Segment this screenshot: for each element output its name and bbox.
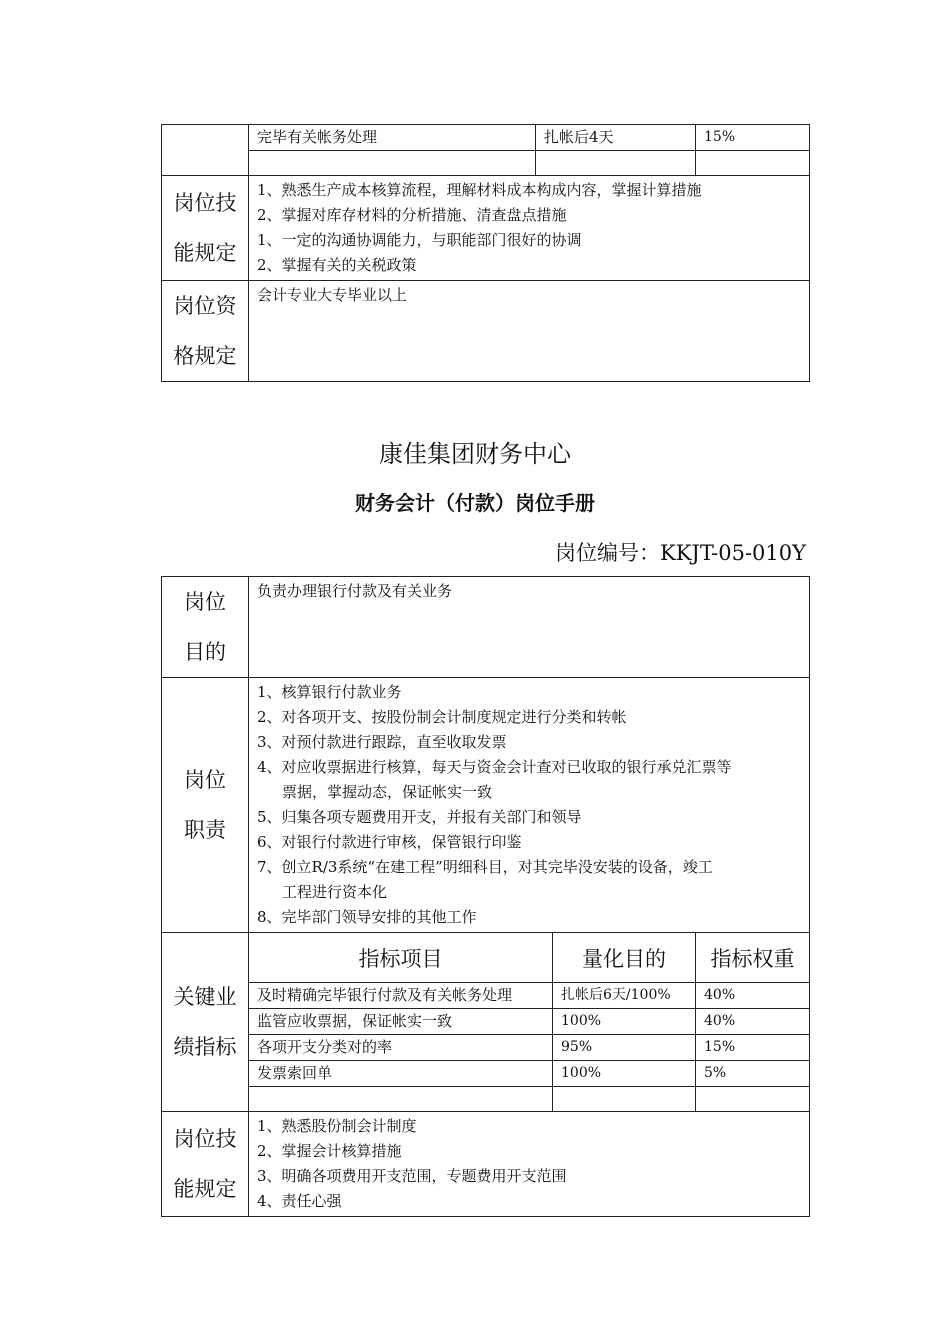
skill-content xyxy=(249,1112,810,1217)
skill-label-line1: 岗位技 xyxy=(173,1127,237,1151)
skill-line: 1、一定的沟通协调能力，与职能部门很好的协调 xyxy=(257,231,582,249)
skill-line: 2、掌握有关的关税政策 xyxy=(257,256,417,274)
kpi-item: 及时精确完毕银行付款及有关帐务处理 xyxy=(249,983,553,1009)
kpi-header-weight: 指标权重 xyxy=(696,933,810,983)
duty-line: 4、对应收票据进行核算，每天与资金会计查对已收取的银行承兑汇票等 xyxy=(257,758,732,776)
duty-label-line2: 职责 xyxy=(184,818,226,842)
skill-line: 4、责任心强 xyxy=(257,1192,342,1210)
qualification-label-line2: 格规定 xyxy=(173,344,237,368)
kpi-row xyxy=(162,983,810,1009)
kpi-target: 扎帐后4天 xyxy=(536,125,696,151)
empty-cell xyxy=(536,151,696,176)
skill-line: 1、熟悉股份制会计制度 xyxy=(257,1117,417,1135)
kpi-target: 100% xyxy=(553,1009,696,1035)
kpi-label-cell xyxy=(162,125,249,176)
kpi-row xyxy=(162,1009,810,1035)
duty-line: 6、对银行付款进行审核，保管银行印鉴 xyxy=(257,833,522,851)
purpose-content: 负责办理银行付款及有关业务 xyxy=(249,577,810,678)
qualification-label xyxy=(162,281,249,382)
kpi-header-item: 指标项目 xyxy=(249,933,553,983)
skill-label xyxy=(162,176,249,281)
duty-line: 8、完毕部门领导安排的其他工作 xyxy=(257,908,477,926)
empty-cell xyxy=(696,1087,810,1112)
empty-cell xyxy=(553,1087,696,1112)
qualification-content: 会计专业大专毕业以上 xyxy=(249,281,810,382)
skill-label xyxy=(162,1112,249,1217)
center-title: 康佳集团财务中心 xyxy=(379,440,571,468)
skill-line: 2、掌握会计核算措施 xyxy=(257,1142,402,1160)
duty-line: 7、创立R/3系统“在建工程”明细科目，对其完毕没安装的设备，竣工 xyxy=(257,858,713,876)
kpi-target: 扎帐后6天/100% xyxy=(553,983,696,1009)
duty-line: 1、核算银行付款业务 xyxy=(257,683,402,701)
qualification-label-line1: 岗位资 xyxy=(173,294,237,318)
purpose-label xyxy=(162,577,249,678)
duty-label xyxy=(162,678,249,933)
kpi-label xyxy=(162,933,249,1112)
purpose-label-line1: 岗位 xyxy=(184,590,226,614)
duty-label-line1: 岗位 xyxy=(184,768,226,792)
kpi-weight: 15% xyxy=(696,1035,810,1061)
kpi-weight: 15% xyxy=(696,125,810,151)
purpose-label-line2: 目的 xyxy=(184,640,226,664)
kpi-item: 监管应收票据，保证帐实一致 xyxy=(249,1009,553,1035)
empty-cell xyxy=(249,151,536,176)
skill-label-line2: 能规定 xyxy=(173,1177,237,1201)
kpi-item: 发票索回单 xyxy=(249,1061,553,1087)
kpi-weight: 40% xyxy=(696,983,810,1009)
kpi-label-line2: 绩指标 xyxy=(173,1035,237,1059)
duty-content xyxy=(249,678,810,933)
kpi-header-target: 量化目的 xyxy=(553,933,696,983)
prev-post-table xyxy=(161,124,810,382)
kpi-item: 完毕有关帐务处理 xyxy=(249,125,536,151)
skill-content xyxy=(249,176,810,281)
kpi-weight: 5% xyxy=(696,1061,810,1087)
kpi-row xyxy=(162,1035,810,1061)
duty-line-continued: 票据，掌握动态，保证帐实一致 xyxy=(282,783,493,801)
skill-label-line2: 能规定 xyxy=(173,241,237,265)
duty-line: 2、对各项开支、按股份制会计制度规定进行分类和转帐 xyxy=(257,708,627,726)
manual-title: 财务会计（付款）岗位手册 xyxy=(355,491,595,515)
kpi-row xyxy=(162,1061,810,1087)
kpi-item: 各项开支分类对的率 xyxy=(249,1035,553,1061)
skill-label-line1: 岗位技 xyxy=(173,191,237,215)
duty-line: 3、对预付款进行跟踪，直至收取发票 xyxy=(257,733,507,751)
kpi-target: 100% xyxy=(553,1061,696,1087)
skill-line: 1、熟悉生产成本核算流程，理解材料成本构成内容，掌握计算措施 xyxy=(257,181,702,199)
kpi-label-line1: 关键业 xyxy=(173,985,237,1009)
duty-line-continued: 工程进行资本化 xyxy=(282,883,388,901)
skill-line: 3、明确各项费用开支范围，专题费用开支范围 xyxy=(257,1167,567,1185)
skill-line: 2、掌握对库存材料的分析措施、清查盘点措施 xyxy=(257,206,567,224)
post-manual-table xyxy=(161,576,810,1217)
duty-line: 5、归集各项专题费用开支，并报有关部门和领导 xyxy=(257,808,582,826)
empty-cell xyxy=(696,151,810,176)
kpi-weight: 40% xyxy=(696,1009,810,1035)
post-number: 岗位编号：KKJT-05-010Y xyxy=(555,541,806,565)
empty-cell xyxy=(249,1087,553,1112)
kpi-target: 95% xyxy=(553,1035,696,1061)
